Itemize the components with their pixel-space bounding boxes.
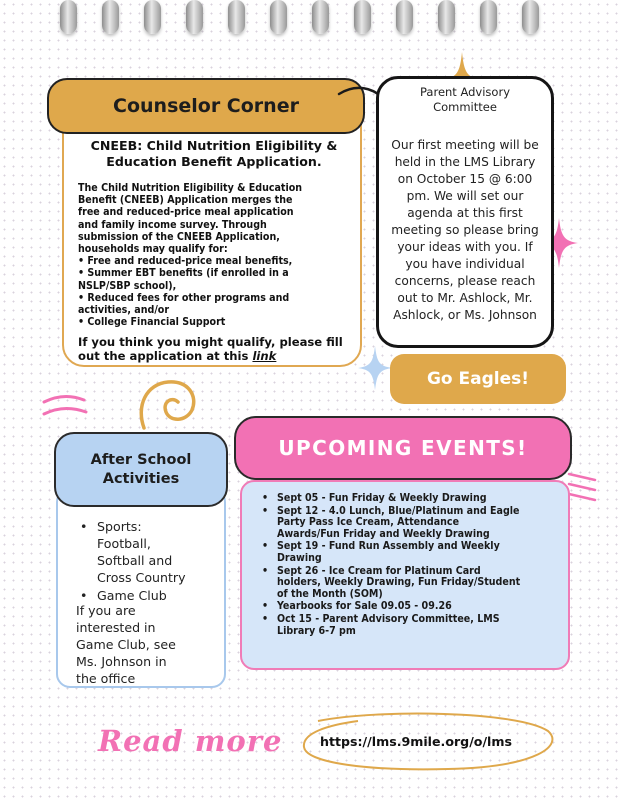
wave-lines-decoration	[40, 392, 90, 422]
list-item: • Sept 26 - Ice Cream for Platinum Card holders, Weekly Drawing, Fun Friday/Student of the Month (SOM)	[262, 566, 567, 601]
game-club-note: If you are interested in Game Club, see Ms. Johnson in the office	[76, 603, 176, 686]
list-item: • Sports: Football, Softball and Cross Country	[80, 518, 210, 586]
upcoming-events-title: UPCOMING EVENTS!	[278, 436, 528, 460]
binding-ring	[270, 0, 287, 34]
upcoming-events-header	[234, 416, 572, 480]
binding-ring	[60, 0, 77, 34]
binding-ring	[522, 0, 539, 34]
spiral-binding	[40, 0, 580, 40]
binding-ring	[396, 0, 413, 34]
benefit-line: • Reduced fees for other programs and	[78, 291, 290, 304]
benefit-line: • College Financial Support	[78, 316, 226, 329]
read-more-heading: Read more	[98, 724, 283, 758]
swirl-decoration	[136, 376, 206, 432]
benefit-line: • Free and reduced-price meal benefits,	[78, 255, 293, 268]
binding-ring	[186, 0, 203, 34]
application-link[interactable]: link	[252, 349, 277, 363]
binding-ring	[480, 0, 497, 34]
benefit-line: • Summer EBT benefits (if enrolled in a	[78, 267, 289, 280]
binding-ring	[228, 0, 245, 34]
counselor-corner-header	[47, 78, 365, 134]
scribble-decoration	[565, 470, 599, 506]
parent-advisory-body: Our first meeting will be held in the LMS Library on October 15 @ 6:00 pm. We will set our agenda at this first meeting so please bring your ideas with you. If you have individual concerns, please reach out to Mr. Ashlock, Mr. Ashlock, or Ms. Johnson	[391, 138, 539, 322]
binding-ring	[312, 0, 329, 34]
list-item: • Oct 15 - Parent Advisory Committee, LMS Library 6-7 pm	[262, 614, 567, 637]
website-link[interactable]: https://lms.9mile.org/o/lms	[320, 734, 512, 749]
after-school-activity-list	[80, 518, 210, 605]
binding-ring	[354, 0, 371, 34]
benefit-line: activities, and/or	[78, 304, 170, 317]
go-eagles-banner	[390, 354, 566, 404]
counselor-corner-title: Counselor Corner	[113, 95, 299, 117]
list-item: • Sept 12 - 4.0 Lunch, Blue/Platinum and Eagle Party Pass Ice Cream, Attendance Awards/Fun Friday and Weekly Drawing	[262, 506, 567, 541]
benefit-line: NSLP/SBP school),	[78, 279, 177, 292]
binding-ring	[102, 0, 119, 34]
cneeb-description: The Child Nutrition Eligibility & Education Benefit (CNEEB) Application merges the free and reduced-price meal application and family income survey. Through submission of the CNEEB Application, households may qualify for: • Free and reduced-price meal benefits, • Summer EBT benefits (if enrolled in a NSLP/SBP school), • Reduced fees for other programs and activities, and/or • College Financial Support	[78, 182, 358, 328]
cneeb-call-to-action: If you think you might qualify, please fill out the application at this link	[78, 335, 343, 363]
binding-ring	[438, 0, 455, 34]
parent-advisory-title: Parent Advisory Committee	[420, 85, 510, 114]
list-item: • Yearbooks for Sale 09.05 - 09.26	[262, 601, 567, 613]
list-item: • Sept 05 - Fun Friday & Weekly Drawing	[262, 493, 567, 505]
after-school-header	[54, 432, 228, 507]
upcoming-events-list	[262, 493, 567, 638]
cneeb-subtitle: CNEEB: Child Nutrition Eligibility & Education Benefit Application.	[90, 138, 338, 169]
list-item: • Game Club	[80, 587, 210, 604]
binding-ring	[144, 0, 161, 34]
list-item: • Sept 19 - Fund Run Assembly and Weekly Drawing	[262, 541, 567, 564]
go-eagles-text: Go Eagles!	[426, 369, 530, 389]
after-school-title: After School Activities	[90, 451, 192, 487]
